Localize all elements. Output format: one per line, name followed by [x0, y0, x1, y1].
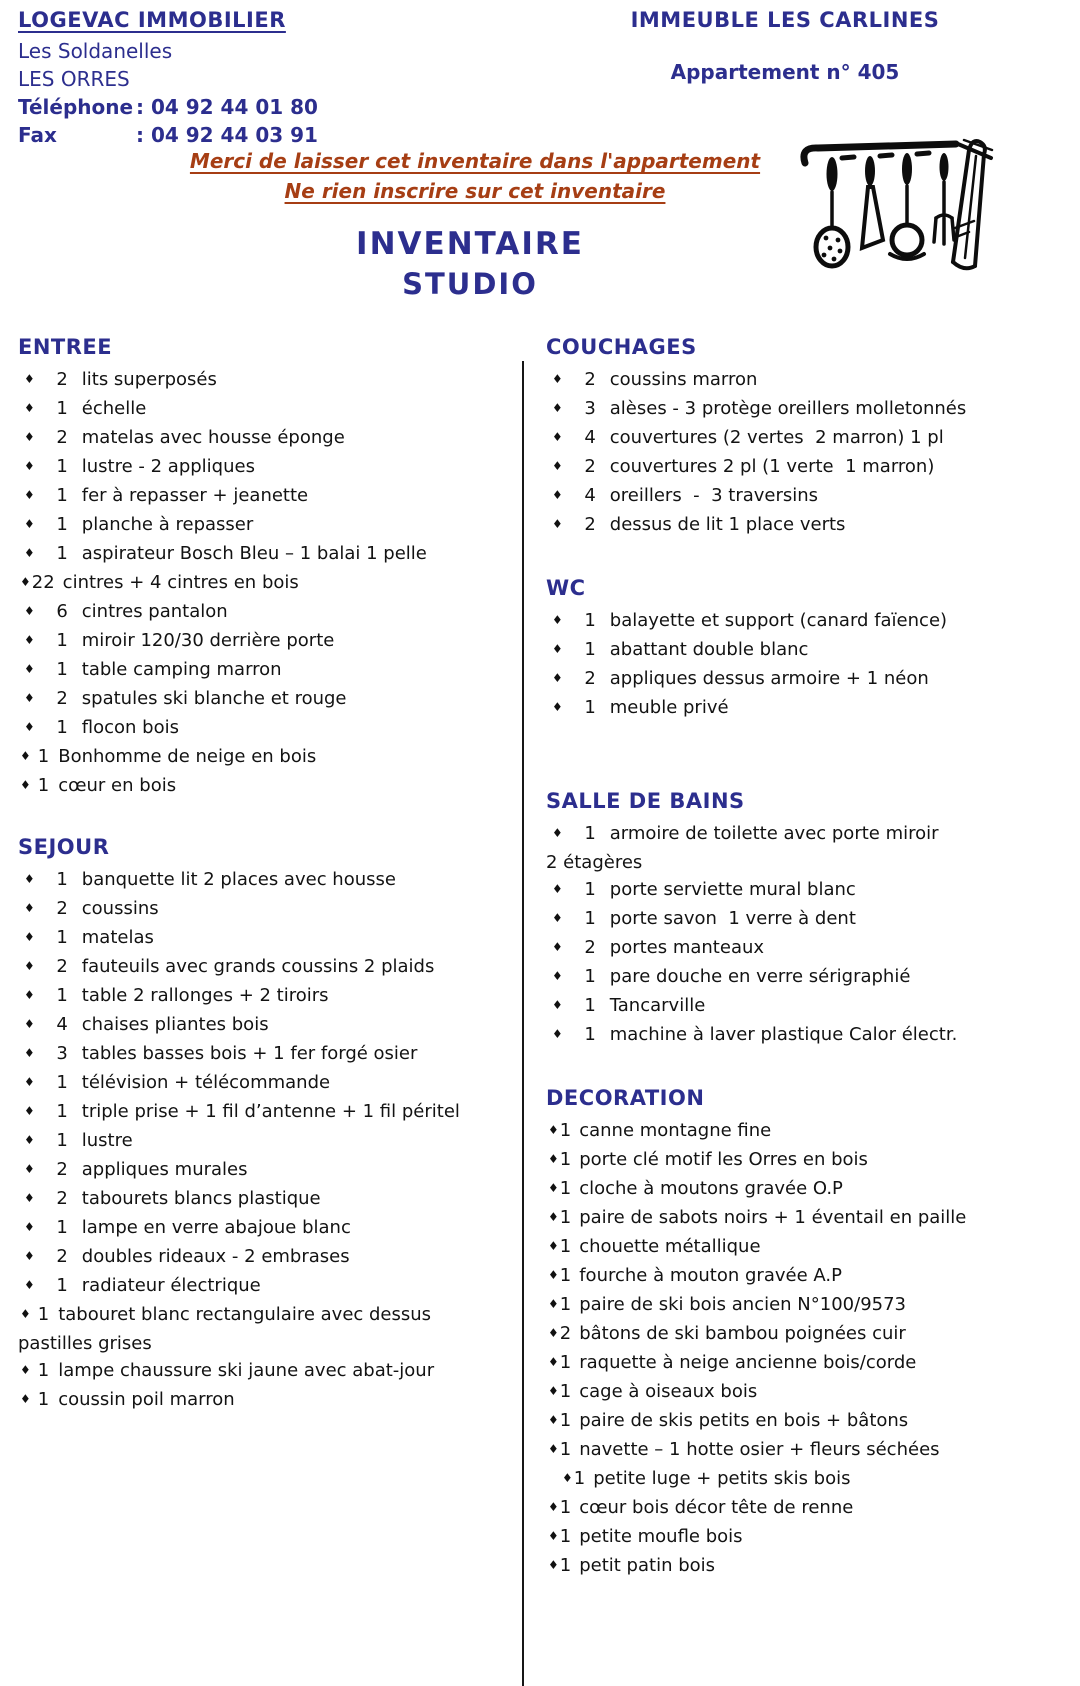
item-text: cœur bois décor tête de renne	[579, 1497, 854, 1518]
item-text: petit patin bois	[579, 1555, 716, 1576]
diamond-bullet-icon: ♦	[548, 1268, 559, 1282]
item-quantity: 2	[56, 1246, 68, 1267]
list-item	[18, 685, 520, 714]
diamond-bullet-icon: ♦	[562, 1471, 573, 1485]
list-item	[546, 665, 1080, 694]
list-item	[18, 656, 520, 685]
list-item	[546, 992, 1080, 1021]
item-quantity: 1	[56, 514, 68, 535]
phone-label: Téléphone	[18, 95, 134, 119]
building-name: IMMEUBLE LES CARLINES	[630, 8, 940, 32]
item-quantity: 1	[56, 869, 68, 890]
diamond-bullet-icon: ♦	[24, 1191, 35, 1205]
item-quantity: 1	[584, 610, 596, 631]
item-text: porte serviette mural blanc	[609, 879, 856, 900]
list-item	[18, 1040, 520, 1069]
diamond-bullet-icon: ♦	[20, 1307, 31, 1321]
item-text: télévision + télécommande	[81, 1072, 331, 1093]
list-item	[546, 963, 1080, 992]
list-item	[18, 366, 520, 395]
diamond-bullet-icon: ♦	[24, 872, 35, 886]
notice-line-1: Merci de laisser cet inventaire dans l'appartement	[189, 149, 761, 173]
notice-line-2: Ne rien inscrire sur cet inventaire	[284, 179, 666, 203]
item-quantity: 1	[559, 1178, 572, 1199]
item-quantity: 1	[37, 775, 50, 796]
diamond-bullet-icon: ♦	[552, 372, 563, 386]
diamond-bullet-icon: ♦	[24, 517, 35, 531]
list-item	[546, 1204, 1080, 1233]
item-text: planche à repasser	[81, 514, 254, 535]
item-quantity: 1	[56, 1072, 68, 1093]
item-quantity: 2	[584, 937, 596, 958]
list-item	[18, 1272, 520, 1301]
diamond-bullet-icon: ♦	[548, 1500, 559, 1514]
diamond-bullet-icon: ♦	[552, 613, 563, 627]
item-text: triple prise + 1 fil d’antenne + 1 fil péritel	[81, 1101, 460, 1122]
diamond-bullet-icon: ♦	[24, 930, 35, 944]
diamond-bullet-icon: ♦	[552, 642, 563, 656]
item-quantity: 1	[584, 966, 596, 987]
item-text: lampe en verre abajoue blanc	[81, 1217, 351, 1238]
apartment-number: Appartement n° 405	[670, 60, 900, 84]
item-quantity: 1	[559, 1555, 572, 1576]
diamond-bullet-icon: ♦	[24, 604, 35, 618]
diamond-bullet-icon: ♦	[24, 1249, 35, 1263]
diamond-bullet-icon: ♦	[552, 401, 563, 415]
diamond-bullet-icon: ♦	[552, 1027, 563, 1041]
list-item	[546, 1117, 1080, 1146]
diamond-bullet-icon: ♦	[24, 372, 35, 386]
list-item	[18, 569, 520, 598]
agency-name: LOGEVAC IMMOBILIER	[18, 8, 286, 32]
list-item	[546, 1320, 1080, 1349]
item-quantity: 1	[56, 630, 68, 651]
diamond-bullet-icon: ♦	[24, 1220, 35, 1234]
item-quantity: 2	[56, 1159, 68, 1180]
diamond-bullet-icon: ♦	[548, 1181, 559, 1195]
item-quantity: 1	[559, 1294, 572, 1315]
diamond-bullet-icon: ♦	[548, 1384, 559, 1398]
fax-label: Fax	[18, 123, 57, 147]
list-item	[546, 1021, 1080, 1050]
item-text: miroir 120/30 derrière porte	[81, 630, 335, 651]
item-text: coussins marron	[609, 369, 758, 390]
item-quantity: 1	[56, 927, 68, 948]
list-item	[18, 424, 520, 453]
diamond-bullet-icon: ♦	[24, 1162, 35, 1176]
item-text: raquette à neige ancienne bois/corde	[579, 1352, 917, 1373]
item-text: lustre	[81, 1130, 133, 1151]
item-quantity: 2	[584, 456, 596, 477]
diamond-bullet-icon: ♦	[24, 959, 35, 973]
list-item	[18, 598, 520, 627]
item-text: abattant double blanc	[609, 639, 809, 660]
fax-value: : 04 92 44 03 91	[136, 123, 318, 147]
item-text: paire de ski bois ancien N°100/9573	[579, 1294, 906, 1315]
diamond-bullet-icon: ♦	[552, 488, 563, 502]
item-text: aspirateur Bosch Bleu – 1 balai 1 pelle	[81, 543, 427, 564]
item-text: dessus de lit 1 place verts	[609, 514, 846, 535]
item-text: coussin poil marron	[58, 1389, 235, 1410]
item-text: machine à laver plastique Calor électr.	[609, 1024, 958, 1045]
diamond-bullet-icon: ♦	[552, 969, 563, 983]
diamond-bullet-icon: ♦	[552, 430, 563, 444]
item-quantity: 2	[56, 427, 68, 448]
list-item	[546, 1436, 1080, 1465]
list-item	[546, 905, 1080, 934]
title-line-2: STUDIO	[402, 267, 538, 301]
list-item	[546, 511, 1080, 540]
inventory-section	[546, 576, 1080, 723]
list-item	[18, 1069, 520, 1098]
diamond-bullet-icon: ♦	[548, 1210, 559, 1224]
item-quantity: 1	[559, 1381, 572, 1402]
diamond-bullet-icon: ♦	[552, 940, 563, 954]
list-item	[546, 1146, 1080, 1175]
item-quantity: 1	[584, 1024, 596, 1045]
item-text: banquette lit 2 places avec housse	[81, 869, 396, 890]
item-text: pare douche en verre sérigraphié	[609, 966, 911, 987]
item-text: oreillers - 3 traversins	[609, 485, 819, 506]
list-item	[546, 1465, 1080, 1494]
list-item	[546, 1233, 1080, 1262]
list-item	[18, 924, 520, 953]
list-item	[546, 453, 1080, 482]
item-quantity: 3	[584, 398, 596, 419]
list-item	[18, 1156, 520, 1185]
list-item	[546, 1494, 1080, 1523]
item-quantity: 1	[37, 1360, 50, 1381]
inventory-section	[546, 335, 1080, 540]
list-item	[546, 1349, 1080, 1378]
diamond-bullet-icon: ♦	[24, 459, 35, 473]
item-text: fauteuils avec grands coussins 2 plaids	[81, 956, 435, 977]
list-item	[18, 1011, 520, 1040]
list-item	[546, 876, 1080, 905]
list-item	[546, 482, 1080, 511]
item-quantity: 1	[559, 1439, 572, 1460]
list-item	[546, 395, 1080, 424]
list-item	[546, 1262, 1080, 1291]
item-text: armoire de toilette avec porte miroir	[609, 823, 939, 844]
list-item	[18, 1214, 520, 1243]
item-text: porte clé motif les Orres en bois	[579, 1149, 868, 1170]
list-item	[18, 772, 520, 801]
item-text: lits superposés	[81, 369, 217, 390]
diamond-bullet-icon: ♦	[24, 488, 35, 502]
diamond-bullet-icon: ♦	[548, 1326, 559, 1340]
section-heading: DECORATION	[546, 1086, 705, 1110]
item-quantity: 2	[56, 1188, 68, 1209]
item-quantity: 1	[559, 1352, 572, 1373]
diamond-bullet-icon: ♦	[548, 1239, 559, 1253]
item-text: radiateur électrique	[81, 1275, 261, 1296]
item-quantity: 1	[37, 746, 50, 767]
item-quantity: 2	[584, 668, 596, 689]
list-item	[546, 607, 1080, 636]
item-quantity: 1	[584, 879, 596, 900]
diamond-bullet-icon: ♦	[20, 1392, 31, 1406]
list-item	[18, 540, 520, 569]
item-text: spatules ski blanche et rouge	[81, 688, 347, 709]
item-quantity: 1	[56, 485, 68, 506]
item-quantity: 1	[56, 985, 68, 1006]
item-continuation: 2 étagères	[546, 852, 643, 873]
phone-value: : 04 92 44 01 80	[136, 95, 318, 119]
item-text: matelas avec housse éponge	[81, 427, 345, 448]
agency-block	[18, 6, 318, 149]
item-quantity: 2	[559, 1323, 572, 1344]
item-text: chouette métallique	[579, 1236, 761, 1257]
diamond-bullet-icon: ♦	[548, 1558, 559, 1572]
list-item	[18, 714, 520, 743]
item-quantity: 1	[56, 1101, 68, 1122]
item-text: paire de sabots noirs + 1 éventail en paille	[579, 1207, 967, 1228]
item-text: table camping marron	[81, 659, 282, 680]
item-text: tabouret blanc rectangulaire avec dessus	[58, 1304, 432, 1325]
list-item	[18, 395, 520, 424]
agency-residence: Les Soldanelles	[18, 39, 173, 63]
diamond-bullet-icon: ♦	[552, 459, 563, 473]
item-text: lustre - 2 appliques	[81, 456, 255, 477]
diamond-bullet-icon: ♦	[24, 1075, 35, 1089]
item-text: cloche à moutons gravée O.P	[579, 1178, 843, 1199]
item-text: canne montagne fine	[579, 1120, 772, 1141]
list-item	[546, 1523, 1080, 1552]
item-text: couvertures (2 vertes 2 marron) 1 pl	[609, 427, 944, 448]
item-text: alèses - 3 protège oreillers molletonnés	[609, 398, 967, 419]
diamond-bullet-icon: ♦	[24, 662, 35, 676]
diamond-bullet-icon: ♦	[24, 633, 35, 647]
diamond-bullet-icon: ♦	[24, 401, 35, 415]
agency-phone	[18, 93, 318, 121]
item-text: coussins	[81, 898, 159, 919]
item-quantity: 1	[56, 456, 68, 477]
item-quantity: 22	[31, 572, 55, 593]
item-text: fer à repasser + jeanette	[81, 485, 309, 506]
item-quantity: 1	[573, 1468, 586, 1489]
item-text: matelas	[81, 927, 154, 948]
diamond-bullet-icon: ♦	[20, 1363, 31, 1377]
item-text: tabourets blancs plastique	[81, 1188, 321, 1209]
item-quantity: 1	[559, 1149, 572, 1170]
item-text: navette – 1 hotte osier + fleurs séchées	[579, 1439, 940, 1460]
list-item	[18, 1127, 520, 1156]
list-item	[18, 1357, 520, 1386]
diamond-bullet-icon: ♦	[548, 1413, 559, 1427]
list-item	[546, 1175, 1080, 1204]
diamond-bullet-icon: ♦	[552, 998, 563, 1012]
list-item	[18, 895, 520, 924]
item-quantity: 1	[584, 908, 596, 929]
diamond-bullet-icon: ♦	[548, 1297, 559, 1311]
item-quantity: 1	[56, 717, 68, 738]
item-quantity: 1	[559, 1265, 572, 1286]
diamond-bullet-icon: ♦	[552, 911, 563, 925]
item-text: appliques murales	[81, 1159, 248, 1180]
list-item	[546, 1407, 1080, 1436]
item-quantity: 1	[56, 1130, 68, 1151]
item-text: appliques dessus armoire + 1 néon	[609, 668, 929, 689]
diamond-bullet-icon: ♦	[24, 691, 35, 705]
item-quantity: 6	[56, 601, 68, 622]
inventory-section	[546, 1086, 1080, 1581]
diamond-bullet-icon: ♦	[548, 1529, 559, 1543]
item-quantity: 2	[56, 956, 68, 977]
diamond-bullet-icon: ♦	[24, 901, 35, 915]
item-text: petite luge + petits skis bois	[593, 1468, 851, 1489]
list-item	[18, 1386, 520, 1415]
section-heading: WC	[546, 576, 586, 600]
diamond-bullet-icon: ♦	[548, 1123, 559, 1137]
agency-fax	[18, 121, 318, 149]
item-quantity: 2	[584, 369, 596, 390]
diamond-bullet-icon: ♦	[548, 1355, 559, 1369]
item-quantity: 2	[56, 898, 68, 919]
right-column	[524, 335, 1080, 1686]
diamond-bullet-icon: ♦	[548, 1442, 559, 1456]
list-item	[546, 636, 1080, 665]
item-quantity: 2	[56, 688, 68, 709]
list-item	[18, 627, 520, 656]
diamond-bullet-icon: ♦	[548, 1152, 559, 1166]
list-item	[546, 424, 1080, 453]
list-item	[18, 482, 520, 511]
diamond-bullet-icon: ♦	[20, 778, 31, 792]
item-text: chaises pliantes bois	[81, 1014, 269, 1035]
diamond-bullet-icon: ♦	[24, 546, 35, 560]
item-quantity: 1	[559, 1410, 572, 1431]
list-item	[18, 953, 520, 982]
diamond-bullet-icon: ♦	[20, 749, 31, 763]
item-text: couvertures 2 pl (1 verte 1 marron)	[609, 456, 935, 477]
item-quantity: 1	[37, 1304, 50, 1325]
list-item	[546, 1378, 1080, 1407]
document-title	[0, 226, 940, 301]
item-text: lampe chaussure ski jaune avec abat-jour	[58, 1360, 435, 1381]
item-quantity: 4	[584, 485, 596, 506]
item-text: Tancarville	[609, 995, 706, 1016]
diamond-bullet-icon: ♦	[552, 700, 563, 714]
item-continuation: pastilles grises	[18, 1333, 152, 1354]
item-text: échelle	[81, 398, 147, 419]
list-item	[18, 866, 520, 895]
diamond-bullet-icon: ♦	[24, 1278, 35, 1292]
list-item	[18, 1098, 520, 1127]
list-item	[18, 511, 520, 540]
item-text: meuble privé	[609, 697, 729, 718]
diamond-bullet-icon: ♦	[552, 826, 563, 840]
item-text: flocon bois	[81, 717, 179, 738]
item-text: Bonhomme de neige en bois	[58, 746, 317, 767]
diamond-bullet-icon: ♦	[552, 517, 563, 531]
inventory-section	[546, 789, 1080, 1050]
item-text: bâtons de ski bambou poignées cuir	[579, 1323, 906, 1344]
diamond-bullet-icon: ♦	[552, 671, 563, 685]
diamond-bullet-icon: ♦	[24, 430, 35, 444]
item-quantity: 1	[56, 659, 68, 680]
item-quantity: 1	[584, 823, 596, 844]
inventory-section	[18, 335, 520, 801]
item-quantity: 1	[559, 1120, 572, 1141]
item-quantity: 1	[584, 639, 596, 660]
item-quantity: 2	[56, 369, 68, 390]
diamond-bullet-icon: ♦	[20, 575, 31, 589]
list-item	[546, 366, 1080, 395]
item-text: porte savon 1 verre à dent	[609, 908, 856, 929]
item-text: cintres pantalon	[81, 601, 228, 622]
item-quantity: 1	[584, 995, 596, 1016]
list-item	[546, 820, 1080, 849]
item-quantity: 4	[56, 1014, 68, 1035]
agency-city: LES ORRES	[18, 67, 130, 91]
item-text: doubles rideaux - 2 embrases	[81, 1246, 350, 1267]
list-item	[18, 1185, 520, 1214]
section-heading: SALLE DE BAINS	[546, 789, 745, 813]
list-item	[18, 1301, 520, 1330]
section-heading: SEJOUR	[18, 835, 110, 859]
diamond-bullet-icon: ♦	[24, 1133, 35, 1147]
item-quantity: 1	[584, 697, 596, 718]
inventory-body	[0, 335, 1080, 1686]
item-text: cœur en bois	[58, 775, 177, 796]
item-quantity: 1	[559, 1236, 572, 1257]
item-text: portes manteaux	[609, 937, 765, 958]
diamond-bullet-icon: ♦	[24, 1104, 35, 1118]
item-quantity: 1	[559, 1497, 572, 1518]
item-text: cintres + 4 cintres en bois	[62, 572, 299, 593]
item-quantity: 1	[559, 1207, 572, 1228]
diamond-bullet-icon: ♦	[24, 1017, 35, 1031]
diamond-bullet-icon: ♦	[552, 882, 563, 896]
item-quantity: 1	[56, 543, 68, 564]
building-block	[600, 8, 970, 84]
item-quantity: 1	[56, 1217, 68, 1238]
section-heading: ENTREE	[18, 335, 113, 359]
item-quantity: 1	[559, 1526, 572, 1547]
section-heading: COUCHAGES	[546, 335, 697, 359]
diamond-bullet-icon: ♦	[24, 1046, 35, 1060]
item-quantity: 4	[584, 427, 596, 448]
inventory-section	[18, 835, 520, 1415]
item-text: tables basses bois + 1 fer forgé osier	[81, 1043, 418, 1064]
item-text: balayette et support (canard faïence)	[609, 610, 948, 631]
item-text: table 2 rallonges + 2 tiroirs	[81, 985, 329, 1006]
item-text: cage à oiseaux bois	[579, 1381, 758, 1402]
item-quantity: 2	[584, 514, 596, 535]
diamond-bullet-icon: ♦	[24, 988, 35, 1002]
list-item	[546, 1291, 1080, 1320]
list-item	[18, 453, 520, 482]
list-item	[18, 1243, 520, 1272]
list-item	[546, 694, 1080, 723]
diamond-bullet-icon: ♦	[24, 720, 35, 734]
title-line-1: INVENTAIRE	[356, 226, 584, 262]
item-quantity: 1	[56, 1275, 68, 1296]
item-text: petite moufle bois	[579, 1526, 743, 1547]
item-text: fourche à mouton gravée A.P	[579, 1265, 842, 1286]
list-item	[546, 1552, 1080, 1581]
item-quantity: 1	[37, 1389, 50, 1410]
list-item	[18, 982, 520, 1011]
item-text: paire de skis petits en bois + bâtons	[579, 1410, 909, 1431]
list-item	[546, 934, 1080, 963]
list-item	[18, 743, 520, 772]
left-column	[0, 335, 522, 1686]
item-quantity: 1	[56, 398, 68, 419]
item-quantity: 3	[56, 1043, 68, 1064]
